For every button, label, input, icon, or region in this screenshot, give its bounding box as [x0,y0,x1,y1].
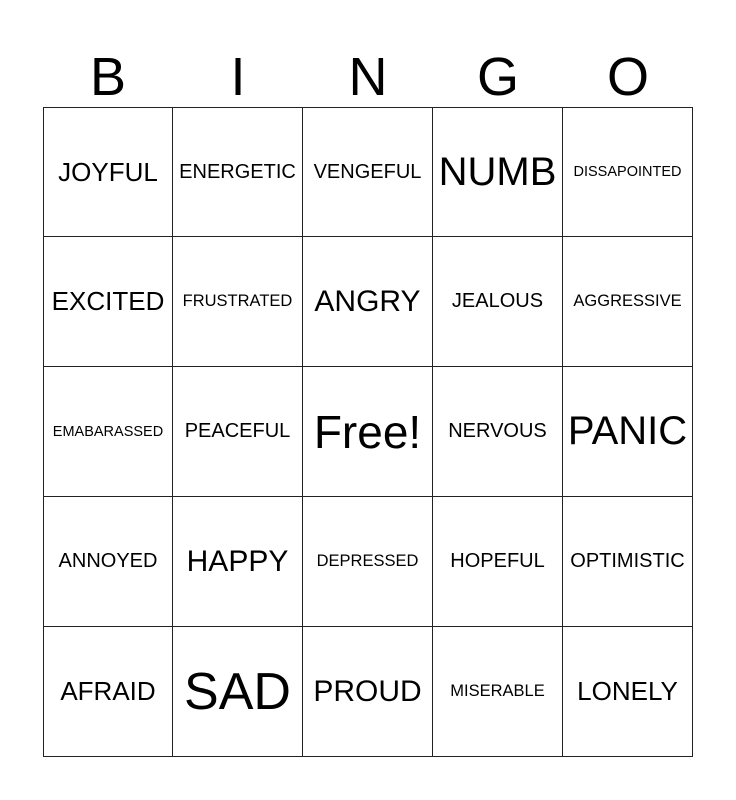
bingo-cell[interactable]: LONELY [563,627,693,757]
bingo-cell[interactable]: JEALOUS [433,237,563,367]
bingo-board [43,107,693,757]
bingo-cell[interactable]: FRUSTRATED [173,237,303,367]
bingo-cell[interactable]: ANGRY [303,237,433,367]
bingo-cell[interactable]: PANIC [563,367,693,497]
header-letter-g: G [476,47,519,107]
bingo-header [43,44,693,108]
bingo-cell[interactable]: HAPPY [173,497,303,627]
bingo-cell[interactable]: PROUD [303,627,433,757]
bingo-cell[interactable]: ANNOYED [43,497,173,627]
bingo-cell[interactable]: DEPRESSED [303,497,433,627]
bingo-cell[interactable]: MISERABLE [433,627,563,757]
header-letter-n: N [348,47,388,107]
header-letter-i: I [230,47,246,107]
bingo-cell[interactable]: OPTIMISTIC [563,497,693,627]
bingo-cell[interactable]: AFRAID [43,627,173,757]
header-letter-b: B [89,47,127,107]
bingo-cell[interactable]: HOPEFUL [433,497,563,627]
bingo-cell[interactable]: EXCITED [43,237,173,367]
bingo-cell[interactable]: DISSAPOINTED [563,107,693,237]
bingo-cell[interactable]: EMABARASSED [43,367,173,497]
header-letter-o: O [606,47,649,107]
bingo-cell[interactable]: NUMB [433,107,563,237]
bingo-cell[interactable]: AGGRESSIVE [563,237,693,367]
bingo-cell[interactable]: SAD [173,627,303,757]
bingo-cell[interactable]: VENGEFUL [303,107,433,237]
bingo-cell[interactable]: PEACEFUL [173,367,303,497]
bingo-cell[interactable]: JOYFUL [43,107,173,237]
bingo-cell[interactable]: NERVOUS [433,367,563,497]
free-space-cell[interactable]: Free! [303,367,433,497]
bingo-cell[interactable]: ENERGETIC [173,107,303,237]
